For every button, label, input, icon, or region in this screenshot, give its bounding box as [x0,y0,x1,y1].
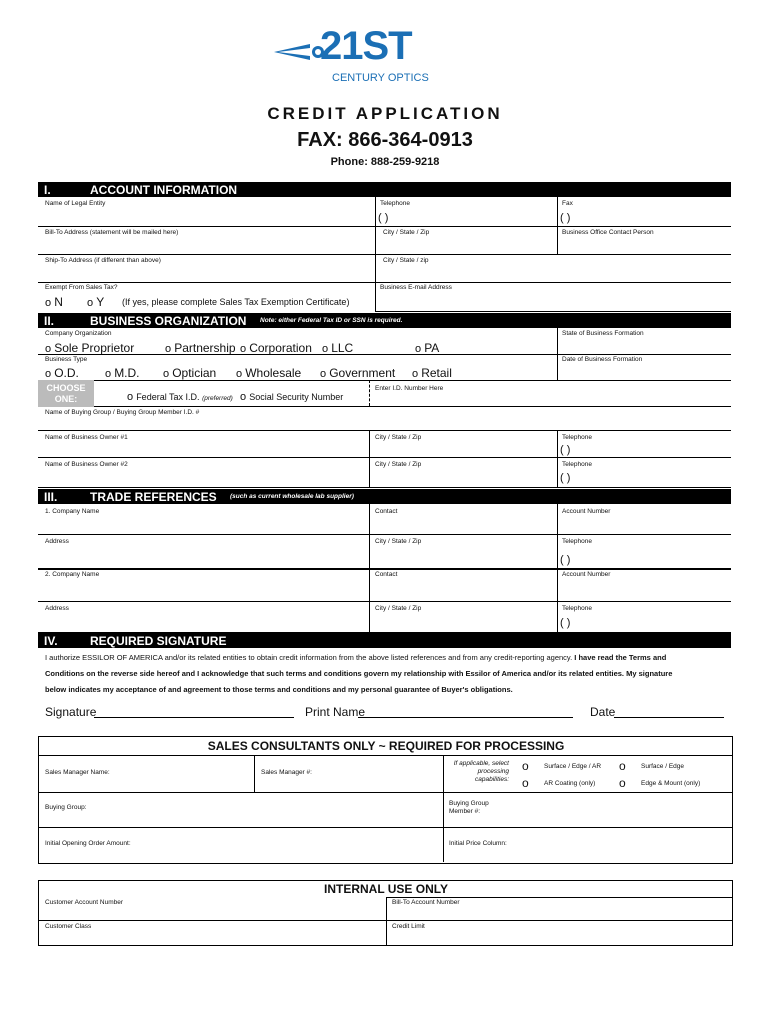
row-line [38,226,731,227]
section-1-header [38,182,731,197]
exempt-label: Exempt From Sales Tax? [45,284,118,291]
initial-order-label: Initial Opening Order Amount: [45,840,131,847]
ar-coating-label: AR Coating (only) [544,780,596,787]
fax-label: Fax [562,200,573,207]
row-line [38,601,731,602]
ref-1-company-label: 1. Company Name [45,508,100,515]
email-label: Business E-mail Address [380,284,452,291]
date-label: Date [590,705,616,719]
row-line [38,354,731,355]
ref-1-contact-label: Contact [375,508,398,515]
sales-manager-number-label: Sales Manager #: [261,769,312,776]
divider [369,380,370,406]
fed-tax-label: Federal Tax I.D. [136,392,200,402]
ship-to-label: Ship-To Address (if different than above) [45,257,161,264]
processing-note: If applicable, select processing capabilities: [453,760,509,783]
org-option-label: PA [424,341,440,355]
logo-subtext: CENTURY OPTICS [332,72,429,84]
auth-line-1 [45,653,735,662]
form-title: CREDIT APPLICATION [267,104,503,123]
buying-group-member-label: Buying Group Member #: [449,800,489,815]
type-option-optician[interactable] [163,366,216,380]
divider [386,897,387,946]
type-option-label: Retail [421,366,452,380]
org-option-label: Sole Proprietor [54,341,135,355]
radio-icon: o [240,391,250,403]
owner-2-telephone-paren[interactable]: ( ) [560,472,571,484]
contact-person-label: Business Office Contact Person [562,229,654,236]
auth-line-3: below indicates my acceptance of and agreement to those terms and conditions and my personal guarantee of Buyer's obligations. [45,685,513,694]
auth-text-bold: My signature [626,669,673,678]
ref-2-telephone-paren[interactable]: ( ) [560,617,571,629]
row-line [38,406,731,407]
exempt-note: (If yes, please complete Sales Tax Exemption Certificate) [122,297,350,307]
radio-icon[interactable]: o [522,776,529,790]
section-3-note: (such as current wholesale lab supplier) [230,493,354,500]
row-line [38,457,731,458]
radio-icon: o [87,297,97,309]
signature-line[interactable] [94,717,294,718]
type-option-label: M.D. [114,366,140,380]
owner-1-label: Name of Business Owner #1 [45,434,128,441]
owner-1-telephone-label: Telephone [562,434,592,441]
type-option-label: O.D. [54,366,79,380]
divider [375,282,376,311]
radio-icon: o [240,343,250,355]
ref-2-company-label: 2. Company Name [45,571,100,578]
org-option-llc[interactable] [322,341,353,355]
radio-icon[interactable]: o [619,776,626,790]
owner-2-label: Name of Business Owner #2 [45,461,128,468]
type-option-wholesale[interactable] [236,366,301,380]
state-formation-label: State of Business Formation [562,330,644,337]
divider [375,254,376,282]
ssn-option[interactable] [240,391,343,403]
phone-number: Phone: 888-259-9218 [330,156,440,168]
ssn-label: Social Security Number [249,392,344,402]
section-1-title: ACCOUNT INFORMATION [90,183,238,197]
fax-paren[interactable]: ( ) [560,212,571,224]
city-state-zip-label: City / State / Zip [383,229,430,236]
owner-2-city-label: City / State / Zip [375,461,422,468]
radio-icon: o [322,343,332,355]
org-option-label: Partnership [174,341,236,355]
org-option-partnership[interactable] [165,341,236,355]
row-line [38,568,731,570]
type-option-retail[interactable] [412,366,452,380]
initial-price-label: Initial Price Column: [449,840,507,847]
internal-title: INTERNAL USE ONLY [323,882,449,896]
section-2-header [38,313,731,328]
section-2-title: BUSINESS ORGANIZATION [90,314,247,328]
org-option-label: Corporation [249,341,312,355]
row-line [38,792,733,793]
radio-icon: o [105,368,115,380]
radio-icon: o [320,368,330,380]
credit-limit-label: Credit Limit [392,923,425,930]
org-option-sole[interactable] [45,341,134,355]
preferred-note: (preferred) [202,395,233,402]
exempt-option-n[interactable] [45,295,63,309]
customer-class-label: Customer Class [45,923,92,930]
telephone-paren[interactable]: ( ) [378,212,389,224]
ref-1-telephone-paren[interactable]: ( ) [560,554,571,566]
fed-tax-option[interactable] [127,391,233,403]
ship-city-label: City / State / zip [383,257,429,264]
telephone-label: Telephone [380,200,410,207]
exempt-option-y-label: Y [96,295,105,309]
auth-text-bold: I have read the Terms and [574,653,667,662]
org-option-label: LLC [331,341,354,355]
radio-icon[interactable]: o [619,759,626,773]
radio-icon[interactable]: o [522,759,529,773]
radio-icon: o [165,343,175,355]
exempt-option-n-label: N [54,295,63,309]
fax-number: FAX: 866-364-0913 [297,129,473,151]
section-4-header [38,633,731,648]
auth-text: Conditions on the reverse side hereof and I acknowledge that such terms and conditions govern my relationship with Essilor of America and/or its related entities. [45,669,625,678]
customer-account-label: Customer Account Number [45,899,124,906]
section-2-number: II. [44,314,55,328]
choose-one-label: CHOOSE ONE: [38,380,94,407]
surface-edge-label: Surface / Edge [641,763,684,770]
radio-icon: o [45,368,55,380]
owner-1-city-label: City / State / Zip [375,434,422,441]
type-option-label: Optician [172,366,217,380]
row-line [38,380,731,381]
radio-icon: o [45,343,55,355]
auth-line-2 [45,669,735,678]
section-3-number: III. [44,490,58,504]
type-option-label: Government [329,366,396,380]
ref-2-city-label: City / State / Zip [375,605,422,612]
org-option-pa[interactable] [415,341,439,355]
row-line [38,755,733,756]
type-option-government[interactable] [320,366,395,380]
exempt-option-y[interactable] [87,295,104,309]
surface-edge-ar-label: Surface / Edge / AR [544,763,602,770]
ref-2-account-label: Account Number [562,571,611,578]
ref-2-telephone-label: Telephone [562,605,592,612]
print-name-line[interactable] [358,717,573,718]
section-3-header [38,489,731,504]
logo-text: 21ST [320,24,412,68]
date-line[interactable] [614,717,724,718]
row-line [38,282,731,283]
bill-to-account-label: Bill-To Account Number [392,899,460,906]
section-3-title: TRADE REFERENCES [90,490,217,504]
edge-mount-label: Edge & Mount (only) [641,780,701,787]
enter-id-label: Enter I.D. Number Here [375,385,444,392]
radio-icon: o [236,368,246,380]
company-org-label: Company Organization [45,330,112,337]
ref-1-account-label: Account Number [562,508,611,515]
divider [369,430,370,487]
section-4-title: REQUIRED SIGNATURE [90,634,227,648]
signature-label: Signature [45,705,97,719]
divider [254,755,255,792]
ref-2-contact-label: Contact [375,571,398,578]
section-2-note: Note: either Federal Tax ID or SSN is required. [260,317,403,324]
row-line [38,827,733,828]
ref-1-address-label: Address [45,538,69,545]
company-logo [270,22,430,92]
row-line [38,430,731,431]
auth-text: I authorize ESSILOR OF AMERICA and/or its related entities to obtain credit information from the above listed references and from any credit-reporting agency. [45,653,573,662]
divider [557,430,558,487]
row-line [386,897,733,898]
sales-manager-name-label: Sales Manager Name: [45,769,110,776]
bill-to-label: Bill-To Address (statement will be mailed here) [45,229,179,236]
legal-entity-label: Name of Legal Entity [45,200,106,207]
ref-2-address-label: Address [45,605,69,612]
ref-1-city-label: City / State / Zip [375,538,422,545]
buying-group-label: Buying Group: [45,804,87,811]
business-type-label: Business Type [45,356,88,363]
radio-icon: o [127,391,137,403]
row-line [38,487,731,488]
row-line [38,534,731,535]
section-4-number: IV. [44,634,58,648]
buying-group-label: Name of Buying Group / Buying Group Member I.D. # [45,409,200,416]
radio-icon: o [45,297,55,309]
owner-2-telephone-label: Telephone [562,461,592,468]
type-option-md[interactable] [105,366,140,380]
type-option-label: Wholesale [245,366,302,380]
owner-1-telephone-paren[interactable]: ( ) [560,444,571,456]
date-formation-label: Date of Business Formation [562,356,643,363]
ref-1-telephone-label: Telephone [562,538,592,545]
section-1-number: I. [44,183,51,197]
type-option-od[interactable] [45,366,79,380]
radio-icon: o [163,368,173,380]
radio-icon: o [415,343,425,355]
radio-icon: o [412,368,422,380]
row-line [375,311,731,312]
sales-title: SALES CONSULTANTS ONLY ~ REQUIRED FOR PROCESSING [207,739,565,753]
org-option-corporation[interactable] [240,341,312,355]
row-line [38,254,731,255]
print-name-label: Print Name [305,705,366,719]
